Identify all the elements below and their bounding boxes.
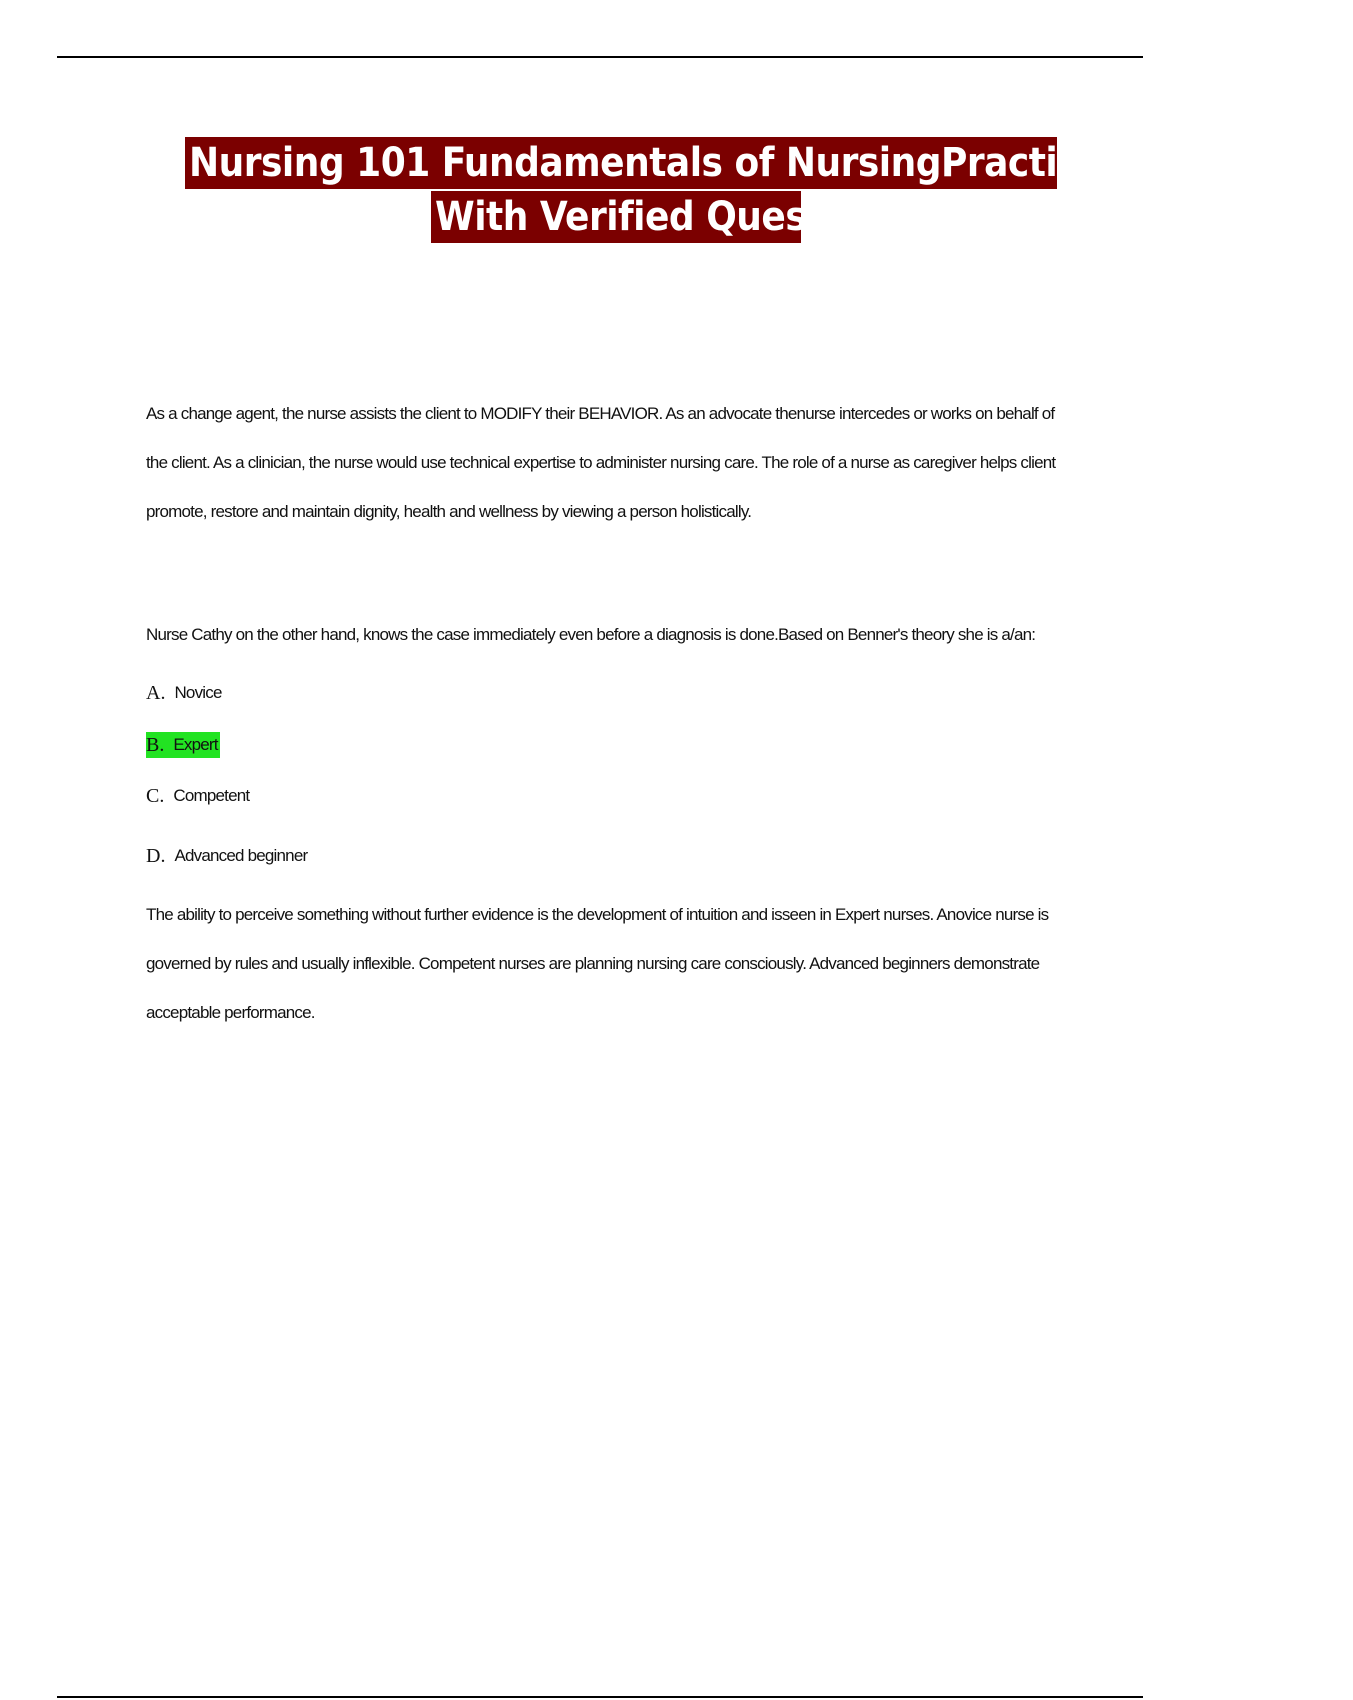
option-b-text: Expert <box>173 735 218 754</box>
option-a-letter: A. <box>146 681 166 704</box>
top-rule <box>57 56 1143 58</box>
option-a-text: Novice <box>174 683 222 702</box>
option-c-letter: C. <box>146 784 165 807</box>
intro-paragraph: As a change agent, the nurse assists the client to MODIFY their BEHAVIOR. As an advocate thenurse intercedes or works on behalf of the client. As a clinician, the nurse would use technical expertise to administer nursing care. The role of a nurse as caregiver helps client promote, restore and maintain dignity, health and wellness by viewing a person holistically. <box>146 404 1056 521</box>
option-d-letter: D. <box>146 844 166 867</box>
title-line-1: Nursing 101 Fundamentals of NursingPractice Exam Part 1 <box>185 137 1057 189</box>
option-b-correct-answer <box>146 732 220 758</box>
option-c <box>146 783 249 809</box>
bottom-rule <box>57 1696 1143 1698</box>
option-c-text: Competent <box>173 786 250 805</box>
option-b-letter: B. <box>146 733 165 756</box>
rationale-paragraph: The ability to perceive something without further evidence is the development of intuition and isseen in Expert nurses. Anovice nurse is governed by rules and usually inflexible. Competent nurses are planning nursing care consciously. Advanced beginners demonstrate acceptable performance. <box>146 905 1049 1022</box>
title-line-2: With Verified Questions And Answer <box>431 191 801 243</box>
option-d <box>146 843 307 869</box>
option-d-text: Advanced beginner <box>174 846 308 865</box>
option-a <box>146 680 222 706</box>
question-text: Nurse Cathy on the other hand, knows the case immediately even before a diagnosis is done.Based on Benner's theory she is a/an: <box>146 625 1036 644</box>
